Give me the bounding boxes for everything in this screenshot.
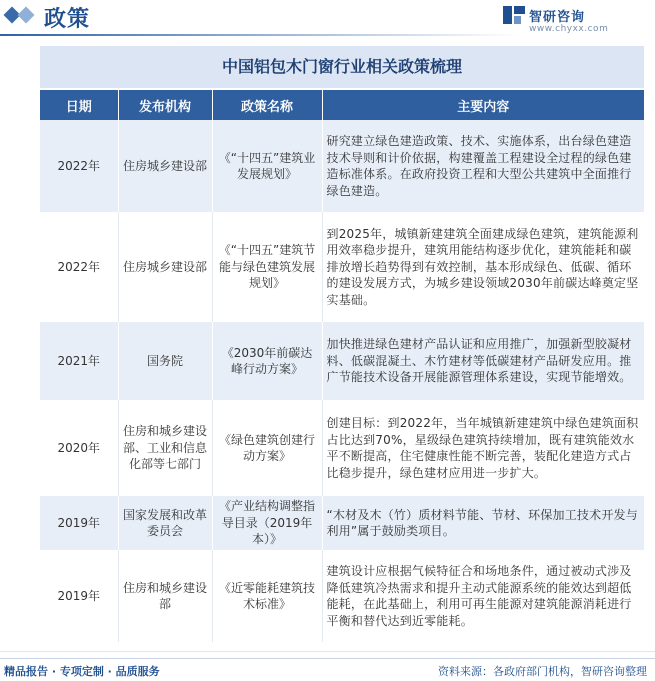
brand-logo xyxy=(503,4,643,40)
table-header-row xyxy=(40,90,644,120)
cell-date: 2022年 xyxy=(40,120,118,212)
cell-date: 2019年 xyxy=(40,496,118,550)
cell-org: 国家发展和改革委员会 xyxy=(118,496,212,550)
cell-date: 2019年 xyxy=(40,550,118,642)
cell-content: 研究建立绿色建造政策、技术、实施体系，出台绿色建造技术导则和计价依据，构建覆盖工程建设全过程的绿色建造标准体系。在政府投资工程和大型公共建筑中全面推行绿色建造。 xyxy=(322,120,644,212)
section-title: 政策 xyxy=(44,7,91,32)
table-row xyxy=(40,400,644,496)
cell-org: 住房城乡建设部 xyxy=(118,120,212,212)
table-title: 中国铝包木门窗行业相关政策梳理 xyxy=(40,46,644,88)
table-row xyxy=(40,496,644,550)
footer-source: 资料来源：各政府部门机构，智研咨询整理 xyxy=(438,665,647,678)
diamond-icon xyxy=(18,7,35,24)
page-footer xyxy=(0,658,655,681)
brand-name: 智研咨询 xyxy=(529,10,586,25)
policy-table xyxy=(40,90,644,642)
cell-policy-name: 《“十四五”建筑业发展规划》 xyxy=(212,120,322,212)
column-header-org: 发布机构 xyxy=(118,90,212,120)
table-row xyxy=(40,322,644,400)
column-header-date: 日期 xyxy=(40,90,118,120)
table-row xyxy=(40,212,644,322)
cell-date: 2020年 xyxy=(40,400,118,496)
cell-org: 住房和城乡建设部、工业和信息化部等七部门 xyxy=(118,400,212,496)
brand-url: www.chyxx.com xyxy=(529,24,609,34)
cell-content: 到2025年，城镇新建建筑全面建成绿色建筑，建筑能源利用效率稳步提升，建筑用能结构逐步优化，建筑能耗和碳排放增长趋势得到有效控制，基本形成绿色、低碳、循环的建设发展方式，为城乡建设领域2030年前碳达峰奠定坚实基础。 xyxy=(322,212,644,322)
cell-org: 国务院 xyxy=(118,322,212,400)
header-underline xyxy=(0,34,520,36)
column-header-content: 主要内容 xyxy=(322,90,644,120)
cell-policy-name: 《产业结构调整指导目录（2019年本）》 xyxy=(212,496,322,550)
footer-slogan: 精品报告 · 专项定制 · 品质服务 xyxy=(4,665,160,678)
cell-policy-name: 《近零能耗建筑技术标准》 xyxy=(212,550,322,642)
cell-org: 住房城乡建设部 xyxy=(118,212,212,322)
cell-date: 2022年 xyxy=(40,212,118,322)
column-header-name: 政策名称 xyxy=(212,90,322,120)
cell-policy-name: 《绿色建筑创建行动方案》 xyxy=(212,400,322,496)
footer-divider xyxy=(0,651,655,652)
cell-content: 建筑设计应根据气候特征合和场地条件，通过被动式涉及降低建筑冷热需求和提升主动式能源系统的能效达到超低能耗，在此基础上，利用可再生能源对建筑能源消耗进行平衡和替代达到近零能耗。 xyxy=(322,550,644,642)
cell-date: 2021年 xyxy=(40,322,118,400)
cell-org: 住房和城乡建设部 xyxy=(118,550,212,642)
cell-content: 创建目标：到2022年，当年城镇新建建筑中绿色建筑面积占比达到70%，星级绿色建筑持续增加，既有建筑能效水平不断提高，住宅健康性能不断完善，装配化建造方式占比稳步提升，绿色建材应用进一步扩大。 xyxy=(322,400,644,496)
cell-content: “木材及木（竹）质材料节能、节材、环保加工技术开发与利用”属于鼓励类项目。 xyxy=(322,496,644,550)
cell-policy-name: 《2030年前碳达峰行动方案》 xyxy=(212,322,322,400)
cell-policy-name: 《“十四五”建筑节能与绿色建筑发展规划》 xyxy=(212,212,322,322)
table-row xyxy=(40,550,644,642)
table-row xyxy=(40,120,644,212)
brand-mark-icon xyxy=(503,6,525,24)
cell-content: 加快推进绿色建材产品认证和应用推广，加强新型胶凝材料、低碳混凝土、木竹建材等低碳建材产品研发应用。推广节能技术设备开展能源管理体系建设，实现节能增效。 xyxy=(322,322,644,400)
